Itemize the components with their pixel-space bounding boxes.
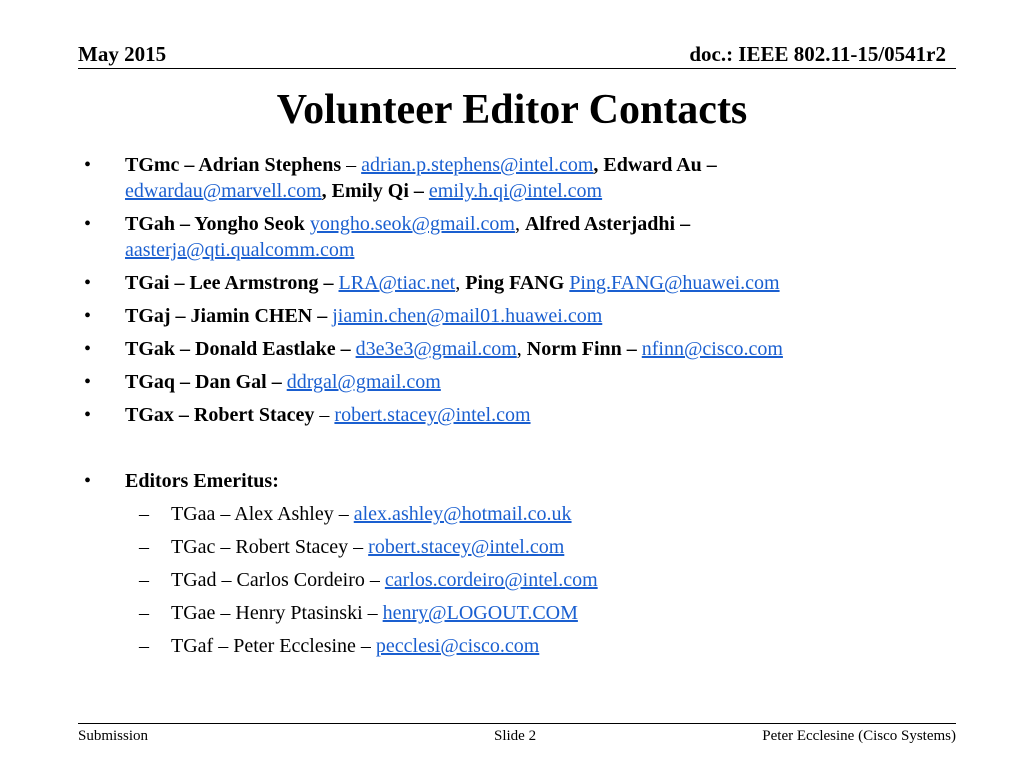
dash-icon: –: [139, 635, 149, 657]
email-link[interactable]: edwardau@marvell.com: [125, 180, 322, 202]
separator: ,: [516, 338, 527, 360]
dash-icon: –: [139, 536, 149, 558]
email-link[interactable]: ddrgal@gmail.com: [286, 371, 441, 393]
email-link[interactable]: yongho.seok@gmail.com: [309, 213, 515, 235]
email-link[interactable]: henry@LOGOUT.COM: [382, 602, 578, 624]
bullet-icon: •: [84, 338, 92, 360]
emeritus-item-tgad: [82, 567, 912, 593]
bullet-tgaj: [82, 303, 912, 329]
bullet-icon: •: [84, 213, 92, 235]
bullet-icon: •: [84, 470, 92, 492]
emeritus-item-tgae: [82, 600, 912, 626]
bullet-tgah: [82, 211, 912, 263]
bullet-icon: •: [84, 272, 92, 294]
bullet-tgaq: [82, 369, 912, 395]
bullet-tgai: [82, 270, 912, 296]
slide-title: Volunteer Editor Contacts: [276, 87, 748, 133]
emeritus-item-tgaf: [82, 633, 912, 659]
slide-content: [82, 152, 912, 659]
emeritus-heading: Editors Emeritus:: [125, 470, 279, 492]
header-date: May 2015: [78, 42, 167, 66]
separator: –: [341, 154, 362, 176]
footer-divider: [78, 723, 956, 724]
bullet-tgax: [82, 402, 912, 428]
bullet-icon: •: [84, 154, 92, 176]
tgaj-editor: TGaj – Jiamin CHEN –: [125, 305, 328, 327]
footer-submission: Submission: [78, 728, 149, 744]
email-link[interactable]: jiamin.chen@mail01.huawei.com: [332, 305, 603, 327]
email-link[interactable]: d3e3e3@gmail.com: [355, 338, 517, 360]
separator: ,: [514, 213, 525, 235]
email-link[interactable]: robert.stacey@intel.com: [334, 404, 531, 426]
tgak-editor-2: Norm Finn –: [526, 338, 637, 360]
bullet-editors-emeritus: [82, 468, 912, 494]
email-link[interactable]: carlos.cordeiro@intel.com: [384, 569, 598, 591]
email-link[interactable]: alex.ashley@hotmail.co.uk: [353, 503, 572, 525]
email-link[interactable]: adrian.p.stephens@intel.com: [361, 154, 594, 176]
email-link[interactable]: Ping.FANG@huawei.com: [569, 272, 780, 294]
tgai-editor: TGai – Lee Armstrong –: [125, 272, 334, 294]
tgak-editor: TGak – Donald Eastlake –: [125, 338, 351, 360]
tgmc-editor-2: , Edward Au –: [593, 154, 717, 176]
tgmc-editor: TGmc – Adrian Stephens: [125, 154, 342, 176]
emeritus-text: TGad – Carlos Cordeiro –: [171, 569, 385, 591]
dash-icon: –: [139, 503, 149, 525]
tgah-editor-2: Alfred Asterjadhi –: [524, 213, 691, 235]
dash-icon: –: [139, 602, 149, 624]
emeritus-text: TGaf – Peter Ecclesine –: [171, 635, 376, 657]
separator: ,: [455, 272, 466, 294]
bullet-tgak: [82, 336, 912, 362]
email-link[interactable]: aasterja@qti.qualcomm.com: [125, 239, 355, 261]
bullet-icon: •: [84, 305, 92, 327]
footer-slide-number: Slide 2: [494, 728, 537, 744]
emeritus-text: TGaa – Alex Ashley –: [171, 503, 354, 525]
tgax-editor: TGax – Robert Stacey: [125, 404, 315, 426]
emeritus-text: TGae – Henry Ptasinski –: [171, 602, 383, 624]
emeritus-text: TGac – Robert Stacey –: [171, 536, 369, 558]
bullet-icon: •: [84, 371, 92, 393]
separator: –: [314, 404, 335, 426]
tgmc-editor-3: , Emily Qi –: [321, 180, 424, 202]
tgaq-editor: TGaq – Dan Gal –: [125, 371, 282, 393]
email-link[interactable]: robert.stacey@intel.com: [368, 536, 565, 558]
emeritus-item-tgaa: [82, 501, 912, 527]
bullet-tgmc: [82, 152, 912, 204]
footer-author: Peter Ecclesine (Cisco Systems): [762, 728, 956, 744]
header-doc-id: doc.: IEEE 802.11-15/0541r2: [689, 42, 946, 66]
tgah-editor: TGah – Yongho Seok: [125, 213, 305, 235]
header-divider: [78, 68, 956, 69]
bullet-icon: •: [84, 404, 92, 426]
email-link[interactable]: nfinn@cisco.com: [641, 338, 783, 360]
emeritus-item-tgac: [82, 534, 912, 560]
email-link[interactable]: LRA@tiac.net: [338, 272, 456, 294]
email-link[interactable]: pecclesi@cisco.com: [375, 635, 540, 657]
dash-icon: –: [139, 569, 149, 591]
email-link[interactable]: emily.h.qi@intel.com: [428, 180, 603, 202]
tgai-editor-2: Ping FANG: [465, 272, 565, 294]
